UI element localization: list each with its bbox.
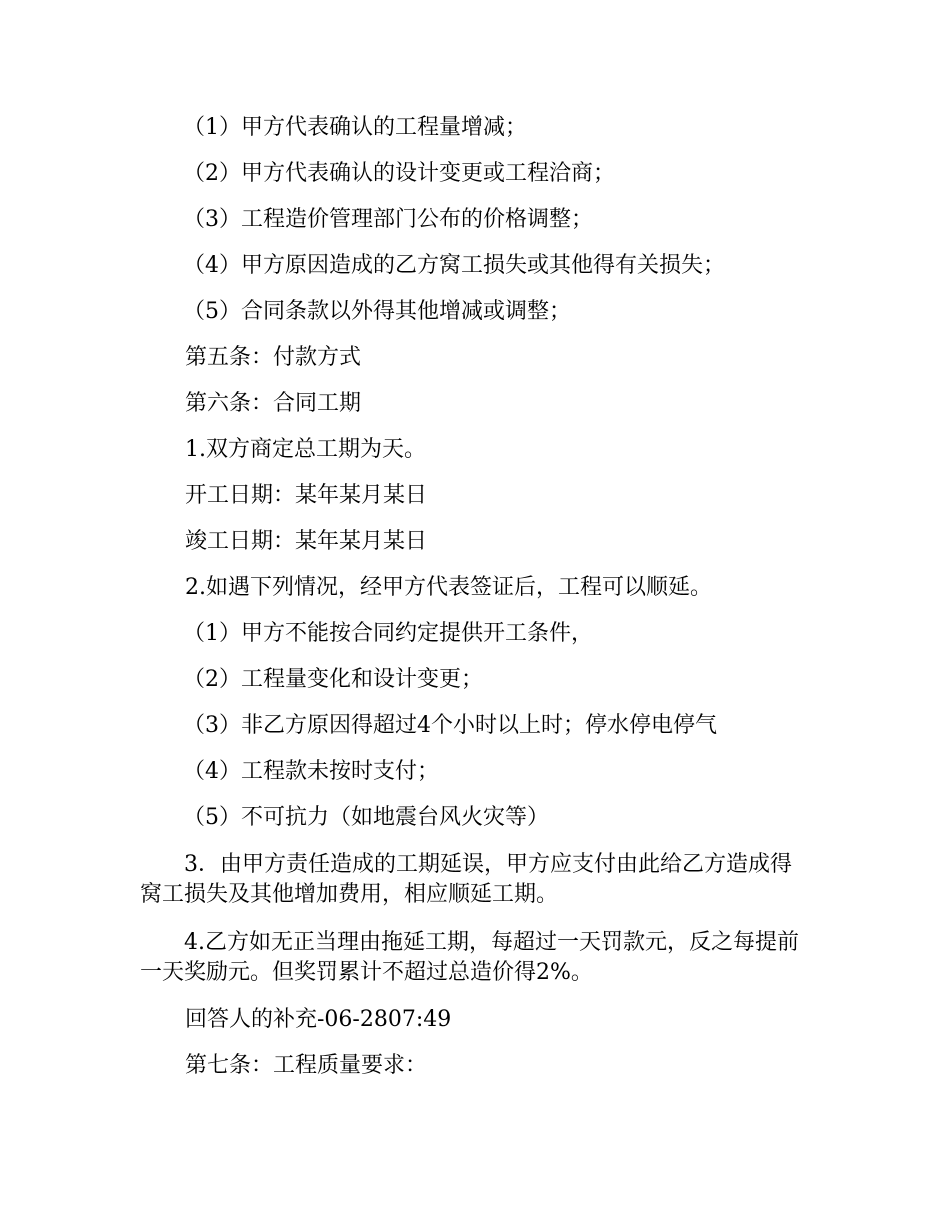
article-seven-heading: 第七条：工程质量要求：: [185, 1053, 428, 1078]
extension-item-1: （1）甲方不能按合同约定提供开工条件，: [183, 621, 593, 646]
clause-item-5: （5）合同条款以外得其他增减或调整；: [183, 299, 571, 324]
schedule-point-1: 1.双方商定总工期为天。: [185, 437, 426, 462]
clause-item-3: （3）工程造价管理部门公布的价格调整；: [183, 207, 593, 232]
article-six-heading: 第六条：合同工期: [185, 391, 362, 416]
schedule-point-2: 2.如遇下列情况，经甲方代表签证后，工程可以顺延。: [185, 575, 712, 600]
clause-item-2: （2）甲方代表确认的设计变更或工程洽商；: [183, 161, 615, 186]
start-date-line: 开工日期：某年某月某日: [185, 483, 428, 508]
responder-supplement-note: 回答人的补充-06-2807:49: [185, 1007, 452, 1032]
extension-item-4: （4）工程款未按时支付；: [183, 759, 439, 784]
paragraph-delay-by-party-a: 3．由甲方责任造成的工期延误，甲方应支付由此给乙方造成得窝工损失及其他增加费用，相应顺延工期。: [140, 852, 792, 907]
extension-item-5: （5）不可抗力（如地震台风火灾等）: [183, 805, 549, 830]
paragraph-penalty-reward: 4.乙方如无正当理由拖延工期，每超过一天罚款元，反之每提前一天奖励元。但奖罚累计不超过总造价得2%。: [140, 930, 799, 985]
completion-date-line: 竣工日期：某年某月某日: [185, 529, 428, 554]
clause-item-4: （4）甲方原因造成的乙方窝工损失或其他得有关损失；: [183, 253, 725, 278]
extension-item-3: （3）非乙方原因得超过4个小时以上时；停水停电停气: [183, 713, 717, 738]
article-five-heading: 第五条：付款方式: [185, 345, 362, 370]
clause-item-1: （1）甲方代表确认的工程量增减；: [183, 115, 527, 140]
extension-item-2: （2）工程量变化和设计变更；: [183, 667, 483, 692]
